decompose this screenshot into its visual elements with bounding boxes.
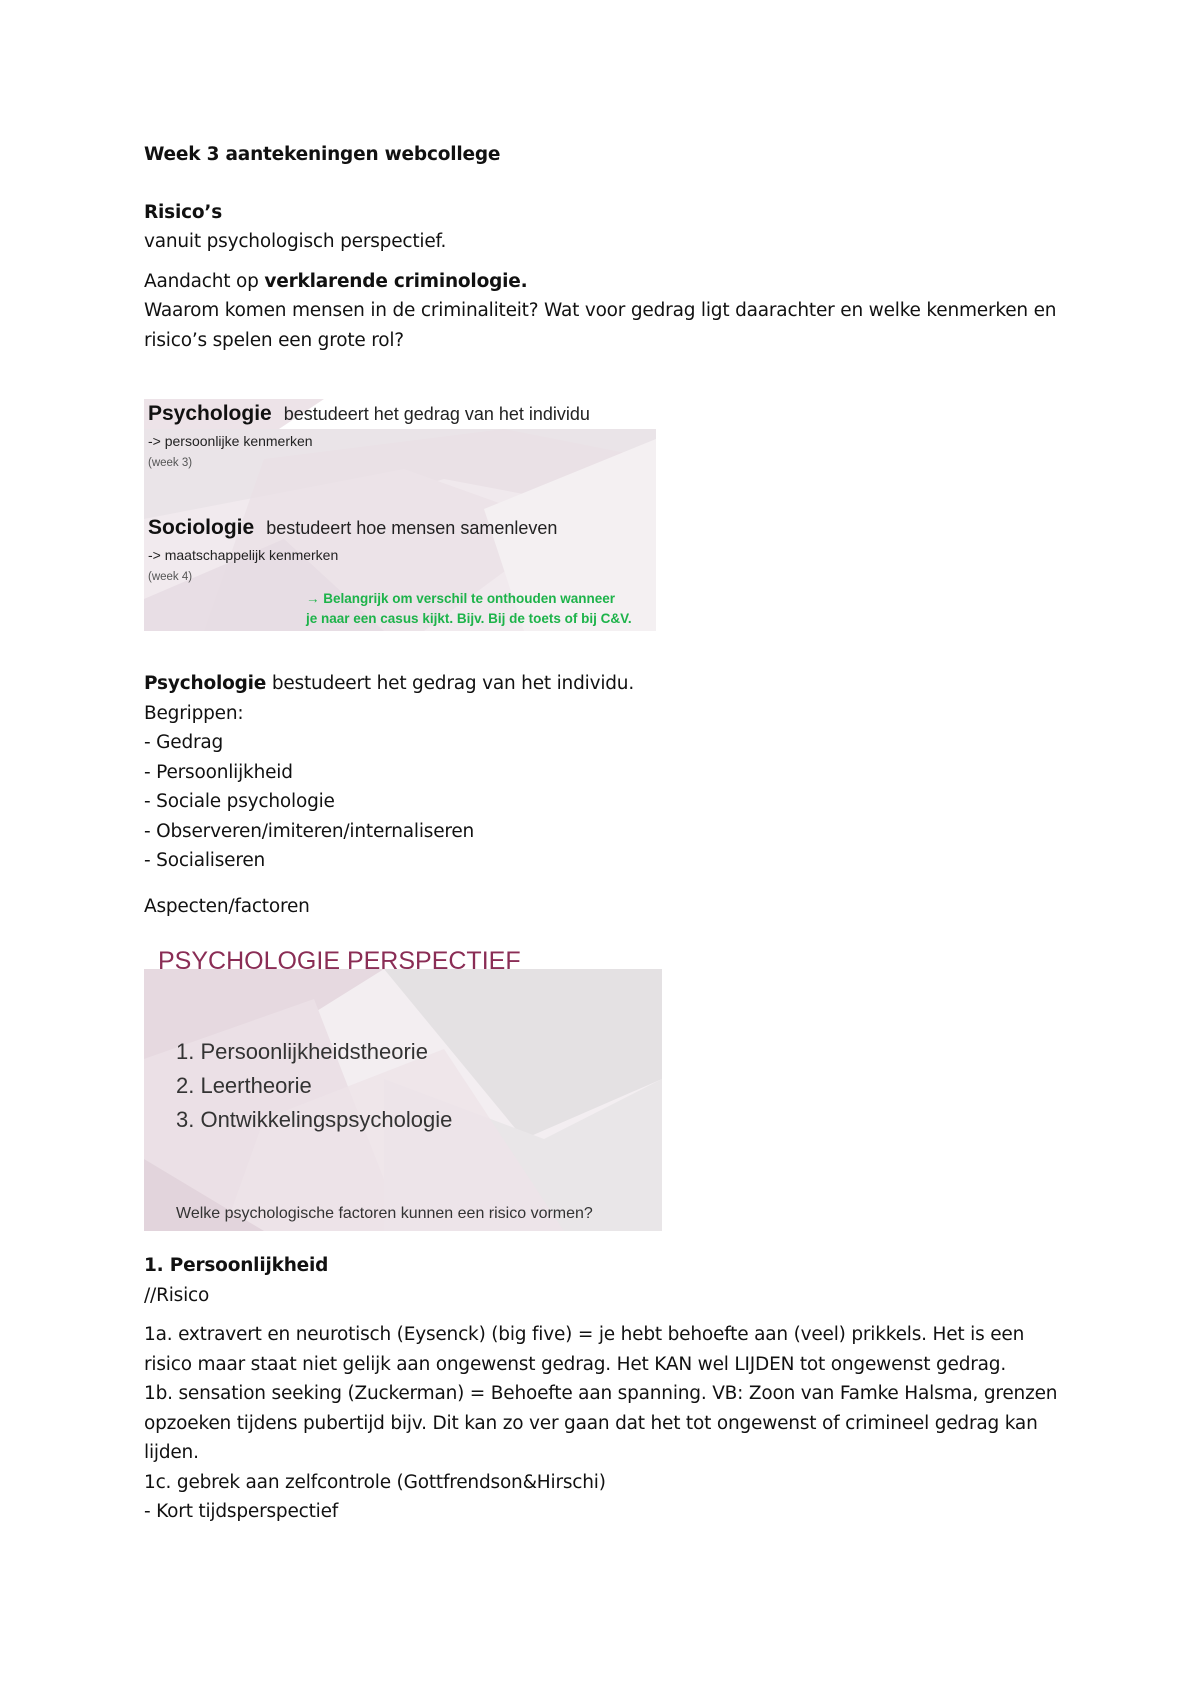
persoonlijkheid-sub: //Risico — [144, 1284, 210, 1306]
psychologie-rest: bestudeert het gedrag van het individu. — [266, 673, 635, 694]
slide1-psy-week: (week 3) — [148, 457, 193, 469]
paragraph-1a: 1a. extravert en neurotisch (Eysenck) (big five) = je hebt behoefte aan (veel) prikkels. Het is een risico maar staat niet gelijk aan ongewenst gedrag. Het KAN wel LIJDEN tot ongewenst gedrag. — [144, 1324, 1025, 1375]
psychologie-line — [144, 669, 1064, 699]
slide2-question: Welke psychologische factoren kunnen een risico vormen? — [176, 1205, 593, 1222]
psychologie-bold: Psychologie — [144, 673, 267, 694]
aspecten-label: Aspecten/factoren — [144, 895, 310, 917]
slide1-soc-title: Sociologie — [148, 516, 255, 539]
aandacht-bold: verklarende criminologie. — [264, 270, 528, 292]
slide1-psy-sub: -> persoonlijke kenmerken — [148, 433, 313, 449]
document-title: Week 3 aantekeningen webcollege — [144, 144, 501, 165]
aandacht-line — [144, 267, 1064, 297]
persoonlijkheid-heading: 1. Persoonlijkheid — [144, 1255, 329, 1276]
slide1-note-line1: → Belangrijk om verschil te onthouden wanneer — [306, 591, 616, 606]
slide1-soc-row — [148, 513, 557, 544]
slide2-item: 1. Persoonlijkheidstheorie — [176, 1039, 428, 1064]
begrip-item: - Gedrag — [144, 732, 224, 753]
slide1-soc-desc: bestudeert hoe mensen samenleven — [266, 518, 558, 538]
slide1-soc-week: (week 4) — [148, 571, 193, 583]
paragraph-1b: 1b. sensation seeking (Zuckerman) = Behoefte aan spanning. VB: Zoon van Famke Halsma, grenzen opzoeken tijdens pubertijd bijv. Dit kan zo ver gaan dat het tot ongewenst of crimineel gedrag kan lijden. — [144, 1383, 1058, 1463]
slide2-item: 3. Ontwikkelingspsychologie — [176, 1107, 453, 1132]
begrip-item: - Persoonlijkheid — [144, 761, 293, 783]
slide1-note-line2: je naar een casus kijkt. Bijv. Bij de toets of bij C&V. — [306, 611, 632, 626]
document-page — [144, 140, 1064, 1527]
slide1-psy-desc: bestudeert het gedrag van het individu — [283, 404, 590, 424]
begrippen-label: Begrippen: — [144, 702, 244, 724]
aandacht-prefix: Aandacht op — [144, 270, 265, 292]
risico-heading: Risico’s — [144, 201, 223, 223]
risico-line: vanuit psychologisch perspectief. — [144, 231, 447, 252]
slide1-psy-row — [148, 399, 590, 430]
begrip-item: - Socialiseren — [144, 850, 266, 871]
slide1-psy-title: Psychologie — [148, 402, 272, 425]
slide-psychologie-perspectief — [144, 939, 662, 1231]
paragraph-1c: 1c. gebrek aan zelfcontrole (Gottfrendson&Hirschi) — [144, 1471, 606, 1493]
slide2-list — [176, 1035, 452, 1137]
slide2-item: 2. Leertheorie — [176, 1073, 312, 1098]
begrip-item: - Observeren/imiteren/internaliseren — [144, 820, 475, 842]
aandacht-text: Waarom komen mensen in de criminaliteit? Wat voor gedrag ligt daarachter en welke kenmerken en risico’s spelen een grote rol? — [144, 300, 1057, 351]
begrip-item: - Sociale psychologie — [144, 791, 335, 812]
slide1-soc-sub: -> maatschappelijk kenmerken — [148, 547, 339, 563]
slide-psychologie-sociologie — [144, 399, 656, 631]
paragraph-1c-item: - Kort tijdsperspectief — [144, 1501, 339, 1522]
slide2-title: PSYCHOLOGIE PERSPECTIEF — [158, 947, 521, 975]
